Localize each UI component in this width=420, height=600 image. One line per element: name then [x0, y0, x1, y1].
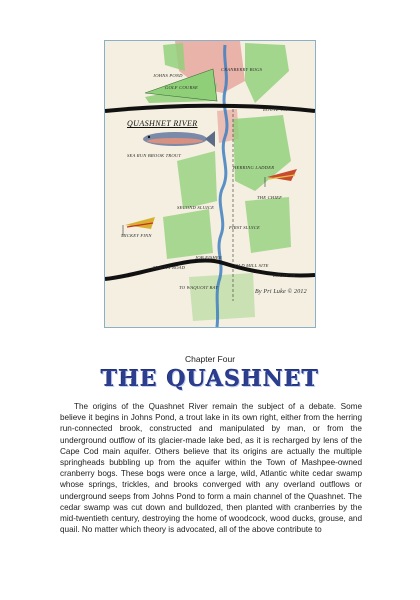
- route-151-label: ROUTE 151: [263, 107, 288, 112]
- green-area-mid-right: [233, 115, 291, 191]
- green-area-mid-left: [177, 151, 217, 209]
- second-sluice-label: SECOND SLUICE: [177, 205, 215, 210]
- route-28-label: ROUTE 28: [273, 273, 296, 278]
- river-title-label: QUASHNET RIVER: [127, 119, 198, 128]
- map-illustration: [104, 40, 316, 328]
- cranberry-bogs-label: CRANBERRY BOGS: [221, 67, 263, 72]
- green-area-bottom: [189, 273, 255, 321]
- sea-run-trout-label: SEA RUN BROOK TROUT: [127, 153, 182, 158]
- green-area-ne: [245, 43, 289, 103]
- first-sluice-label: FIRST SLUICE: [229, 225, 261, 230]
- waquoit-bay-label: TO WAQUOIT BAY: [179, 285, 219, 290]
- green-area-nw: [163, 43, 185, 71]
- martin-road-label: MARTIN ROAD: [153, 265, 186, 270]
- chapter-label: Chapter Four: [184, 354, 236, 364]
- jobs-fishing-label: JOB FISHER: [195, 255, 222, 260]
- body-paragraph: The origins of the Quashnet River remain the subject of a debate. Some believe it begins in Johns Pond, a trout lake in its own right, either from the herring run-connected brook, constructed and manipulated by man, or from the underground outflow of its glacier-made lake bed, as it is recharged by lens of the Cape Cod main aquifer. Others believe that its origins are actually the multiple springheads bubbling up from the aquifer within the Town of Mashpee-owned cranberry bogs. These bogs were once a large, wild, Atlantic white cedar swamp whose springs, trickles, and brooks converged with any overland outflows or underground seeps from Johns Pond to form a main channel of the Quashnet. The cedar swamp was cut down and bulldozed, then planted with cranberries by the mid-twentieth century, destroying the home of woodcock, wood ducks, grouse, and quail. No matter which theory is advocated, all of the above contribute to: [60, 402, 362, 535]
- mickey-finn-label: MICKEY FINN: [121, 233, 152, 238]
- old-mill-site-label: OLD MILL SITE: [235, 263, 269, 268]
- johns-pond-label: JOHNS POND: [153, 73, 183, 78]
- artist-signature: By Pri Luke © 2012: [255, 289, 307, 295]
- chapter-title: THE QUASHNET: [100, 366, 320, 392]
- golf-course-label: GOLF COURSE: [165, 85, 198, 90]
- the-chief-label: THE CHIEF: [257, 195, 283, 200]
- green-area-left: [163, 209, 213, 259]
- herring-ladder-label: HERRING LADDER: [233, 165, 275, 170]
- trout-illustration: [143, 131, 215, 147]
